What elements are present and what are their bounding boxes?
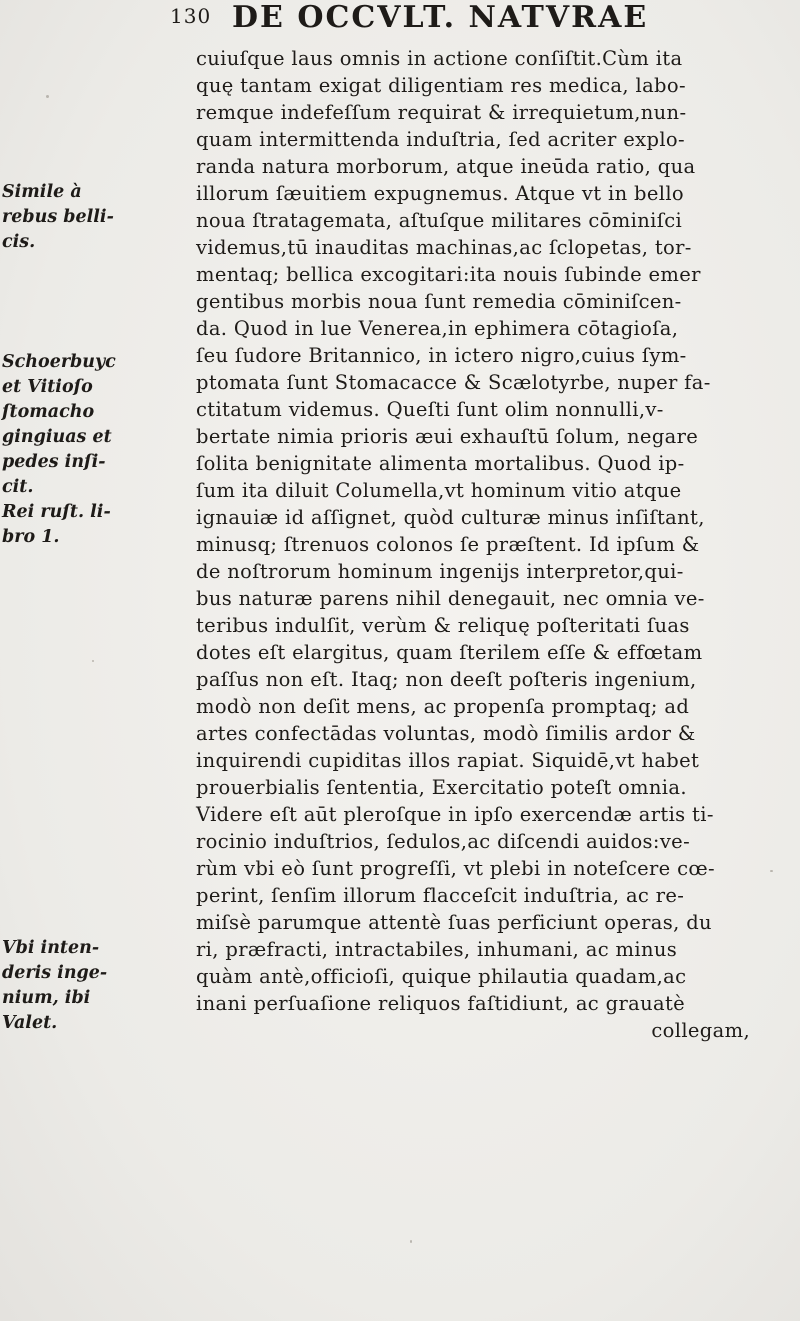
- catchword: collegam,: [651, 1019, 750, 1042]
- marginal-line: cis.: [2, 232, 36, 252]
- marginal-line: Valet.: [2, 1013, 58, 1033]
- marginal-line: rebus belli-: [2, 207, 114, 227]
- text-line: miſsè parumque attentè ſuas perficiunt operas, du: [196, 911, 712, 934]
- text-line: ctitatum videmus. Queſti ſunt olim nonnulli,v-: [196, 398, 664, 421]
- marginal-line: nium, ibi: [2, 988, 91, 1008]
- text-line: noua ſtratagemata, aſtuſque militares cōminiſci: [196, 209, 683, 232]
- text-line: remque indefeſſum requirat & irrequietum,nun-: [196, 101, 687, 124]
- text-line: paſſus non eſt. Itaq; non deeſt poſteris ingenium,: [196, 668, 697, 691]
- marginal-note-simile: [2, 180, 190, 255]
- text-line: gentibus morbis noua ſunt remedia cōminiſcen-: [196, 290, 682, 313]
- text-line: quam intermittenda induſtria, ſed acriter explo-: [196, 128, 685, 151]
- paper-speck: [46, 95, 49, 98]
- text-line: artes confectādas voluntas, modò ſimilis ardor &: [196, 722, 696, 745]
- text-line: inani perſuaſione reliquos faſtidiunt, ac grauatè: [196, 992, 686, 1015]
- text-line: ſolita benignitate alimenta mortalibus. Quod ip-: [196, 452, 685, 475]
- text-line: rocinio induſtrios, ſedulos,ac diſcendi auidos:ve-: [196, 830, 691, 853]
- marginal-line: Rei ruſt. li-: [2, 502, 111, 522]
- text-line: de noſtrorum hominum ingenijs interpretor,qui-: [196, 560, 684, 583]
- text-line: prouerbialis ſententia, Exercitatio poteſt omnia.: [196, 776, 687, 799]
- text-line: ſum ita diluit Columella,vt hominum vitio atque: [196, 479, 682, 502]
- marginal-line: bro 1.: [2, 527, 60, 547]
- marginal-line: Schoerbuyc: [2, 352, 116, 372]
- page-number: 130: [170, 4, 212, 28]
- text-line: ptomata ſunt Stomacacce & Scælotyrbe, nuper fa-: [196, 371, 711, 394]
- text-line: mentaq; bellica excogitari:ita nouis ſubinde emer: [196, 263, 701, 286]
- text-line: minusq; ſtrenuos colonos ſe præſtent. Id ipſum &: [196, 533, 700, 556]
- marginal-note-vbi-intenderis: [2, 936, 190, 1036]
- text-line: ſeu ſudore Britannico, in ictero nigro,cuius ſym-: [196, 344, 687, 367]
- text-line: modò non deſit mens, ac propenſa promptaq; ad: [196, 695, 690, 718]
- paper-speck: [410, 1240, 412, 1243]
- marginal-line: et Vitioſo: [2, 377, 93, 397]
- marginal-line: Vbi inten-: [2, 938, 100, 958]
- text-line: quę tantam exigat diligentiam res medica, labo-: [196, 74, 686, 97]
- text-line: perint, ſenſim illorum flacceſcit induſtria, ac re-: [196, 884, 685, 907]
- body-text: [196, 45, 786, 1044]
- running-head: DE OCCVLT. NATVRAE: [232, 0, 649, 35]
- text-line: bus naturæ parens nihil denegauit, nec omnia ve-: [196, 587, 705, 610]
- paper-speck: [92, 660, 94, 662]
- text-line: inquirendi cupiditas illos rapiat. Siquidē,vt habet: [196, 749, 700, 772]
- marginal-line: deris inge-: [2, 963, 108, 983]
- paper-speck: [770, 870, 773, 872]
- marginal-line: Simile à: [2, 182, 82, 202]
- text-line: cuiuſque laus omnis in actione conſiſtit.Cùm ita: [196, 47, 683, 70]
- text-line: da. Quod in lue Venerea,in ephimera cōtagioſa,: [196, 317, 679, 340]
- text-line: dotes eſt elargitus, quam ſterilem eſſe & effœtam: [196, 641, 703, 664]
- text-line: illorum ſæuitiem expugnemus. Atque vt in bello: [196, 182, 685, 205]
- marginal-line: cit.: [2, 477, 34, 497]
- text-line: videmus,tū inauditas machinas,ac ſclopetas, tor-: [196, 236, 692, 259]
- text-line: quàm antè,officioſi, quique philautia quadam,ac: [196, 965, 687, 988]
- text-line: teribus indulſit, verùm & reliquę poſteritati ſuas: [196, 614, 690, 637]
- text-line: bertate nimia prioris æui exhauſtū ſolum, negare: [196, 425, 699, 448]
- text-line: Videre eſt aūt pleroſque in ipſo exercendæ artis ti-: [196, 803, 714, 826]
- text-line: ignauiæ id aſſignet, quòd culturæ minus inſiſtant,: [196, 506, 705, 529]
- marginal-line: pedes inſi-: [2, 452, 106, 472]
- text-line: rùm vbi eò ſunt progreſſi, vt plebi in noteſcere cœ-: [196, 857, 715, 880]
- text-line: ri, præfracti, intractabiles, inhumani, ac minus: [196, 938, 678, 961]
- marginal-line: ſtomacho: [2, 402, 95, 422]
- marginal-line: gingiuas et: [2, 427, 112, 447]
- text-line: randa natura morborum, atque ineūda ratio, qua: [196, 155, 696, 178]
- marginal-note-schoerbuyc: [2, 350, 190, 550]
